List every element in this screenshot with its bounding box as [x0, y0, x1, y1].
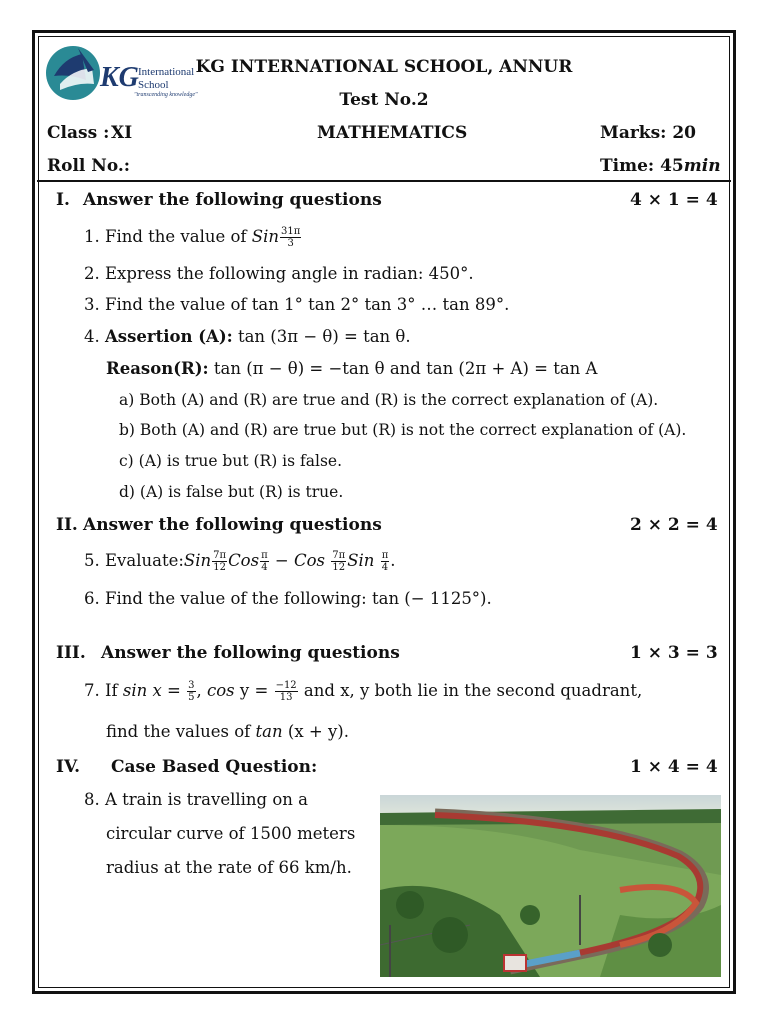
section-4-number: IV.	[56, 757, 81, 777]
logo-name-line1: International	[138, 66, 195, 78]
q1-frac-den: 3	[287, 238, 294, 249]
q3-text: Find the value of tan 1° tan 2° tan 3° … tan 89°.	[105, 295, 510, 314]
test-number: Test No.2	[339, 90, 429, 110]
question-4-assertion	[84, 327, 411, 346]
train-curve-illustration	[380, 795, 721, 977]
q5-frac-4-den: 4	[381, 562, 389, 573]
q4-number: 4.	[84, 327, 100, 346]
header-divider	[37, 180, 731, 182]
time-label: Time: 45	[600, 156, 684, 176]
q6-number: 6.	[84, 589, 100, 608]
q2-number: 2.	[84, 264, 100, 283]
q7-frac-1-num: 3	[188, 680, 195, 691]
q7-sinx: sin x	[122, 681, 162, 700]
q7-line2a: find the values of	[106, 722, 251, 741]
question-4-reason	[106, 359, 597, 378]
q1-number: 1.	[84, 227, 100, 246]
q5-frac-2-den: 4	[261, 562, 268, 573]
logo-letters: KG	[100, 62, 139, 93]
q5-frac-3	[331, 550, 346, 573]
q4-option-a: a) Both (A) and (R) are true and (R) is the correct explanation of (A).	[119, 391, 659, 409]
q5-frac-3-num: 7π	[332, 550, 346, 561]
q7-frac-2	[275, 680, 298, 703]
class-label: Class :	[47, 123, 110, 143]
question-7-line-2	[106, 722, 349, 741]
q8-line1: A train is travelling on a	[105, 790, 309, 809]
q2-text: Express the following angle in radian: 450°.	[105, 264, 474, 283]
q5-cos-1: Cos	[228, 551, 260, 570]
question-5	[84, 550, 396, 573]
q7-cos: cos	[207, 681, 235, 700]
marks: Marks: 20	[600, 123, 696, 143]
section-4-marks: 1 × 4 = 4	[630, 757, 718, 777]
q3-number: 3.	[84, 295, 100, 314]
q7-frac-2-num: −12	[275, 680, 297, 691]
section-1-title: Answer the following questions	[83, 190, 382, 210]
q5-frac-1-num: 7π	[213, 550, 227, 561]
section-2-number: II.	[56, 515, 78, 535]
q7-frac-1	[187, 680, 195, 703]
time-unit: min	[683, 156, 721, 176]
section-1-number: I.	[56, 190, 70, 210]
section-3-number: III.	[56, 643, 86, 663]
q8-line2: circular curve of 1500 meters	[106, 824, 356, 843]
q5-text: Evaluate:	[105, 551, 184, 570]
section-2-marks: 2 × 2 = 4	[630, 515, 718, 535]
time-allowed	[600, 156, 721, 176]
class-value: XI	[111, 123, 133, 143]
q5-number: 5.	[84, 551, 100, 570]
q5-minus: −	[274, 551, 289, 570]
q4-assertion-label: Assertion (A):	[105, 327, 233, 346]
q1-frac-num: 31π	[281, 226, 301, 237]
q7-frac-2-den: 13	[279, 692, 293, 703]
q8-number: 8.	[84, 790, 100, 809]
q1-text: Find the value of	[105, 227, 247, 246]
q5-sin-1: Sin	[183, 551, 212, 570]
school-name: KG INTERNATIONAL SCHOOL, ANNUR	[195, 57, 573, 77]
q8-line3: radius at the rate of 66 km/h.	[106, 858, 352, 877]
question-7-line-1	[84, 680, 721, 703]
q7-eq: =	[167, 681, 181, 700]
q7-frac-1-den: 5	[188, 692, 195, 703]
q5-frac-1-den: 12	[213, 562, 226, 573]
section-2-title: Answer the following questions	[83, 515, 382, 535]
logo-name-line2: School	[138, 79, 169, 91]
roll-number-label: Roll No.:	[47, 156, 131, 176]
section-1-marks: 4 × 1 = 4	[630, 190, 718, 210]
q4-option-d: d) (A) is false but (R) is true.	[119, 483, 344, 501]
subject: MATHEMATICS	[317, 123, 468, 143]
q7-line2b: (x + y).	[287, 722, 349, 741]
q4-reason-label: Reason(R):	[106, 359, 209, 378]
question-8-line-1	[84, 790, 308, 809]
q7-number: 7.	[84, 681, 100, 700]
question-1	[84, 226, 302, 249]
question-6	[84, 589, 492, 608]
q5-frac-4-num: π	[381, 550, 389, 561]
q4-reason-text: tan (π − θ) = −tan θ and tan (2π + A) = tan A	[213, 359, 598, 378]
q7-comma: ,	[196, 681, 202, 700]
q7-y: y =	[239, 681, 269, 700]
q4-assertion-text: tan (3π − θ) = tan θ.	[237, 327, 411, 346]
q1-function: Sin	[251, 227, 280, 246]
q5-frac-2-num: π	[261, 550, 268, 561]
q5-frac-4	[381, 550, 390, 573]
logo-tagline: "transcending knowledge"	[134, 92, 198, 98]
q1-fraction	[280, 226, 301, 249]
section-3-title: Answer the following questions	[101, 643, 400, 663]
q4-option-b: b) Both (A) and (R) are true but (R) is not the correct explanation of (A).	[119, 421, 687, 439]
q5-frac-2	[260, 550, 269, 573]
question-3	[84, 295, 509, 314]
q7-rest: and x, y both lie in the second quadrant,	[303, 681, 643, 700]
q5-sin-2: Sin	[347, 551, 375, 570]
q7-tan: tan	[255, 722, 283, 741]
section-4-title: Case Based Question:	[111, 757, 318, 777]
q5-frac-3-den: 12	[332, 562, 346, 573]
train-photo	[380, 795, 721, 977]
q6-text: Find the value of the following: tan (− 1125°).	[105, 589, 492, 608]
section-3-marks: 1 × 3 = 3	[630, 643, 718, 663]
q7-if: If	[105, 681, 118, 700]
question-2	[84, 264, 474, 283]
q5-cos-2: Cos	[294, 551, 326, 570]
q4-option-c: c) (A) is true but (R) is false.	[119, 452, 343, 470]
q5-end: .	[390, 551, 396, 570]
q5-frac-1	[212, 550, 227, 573]
